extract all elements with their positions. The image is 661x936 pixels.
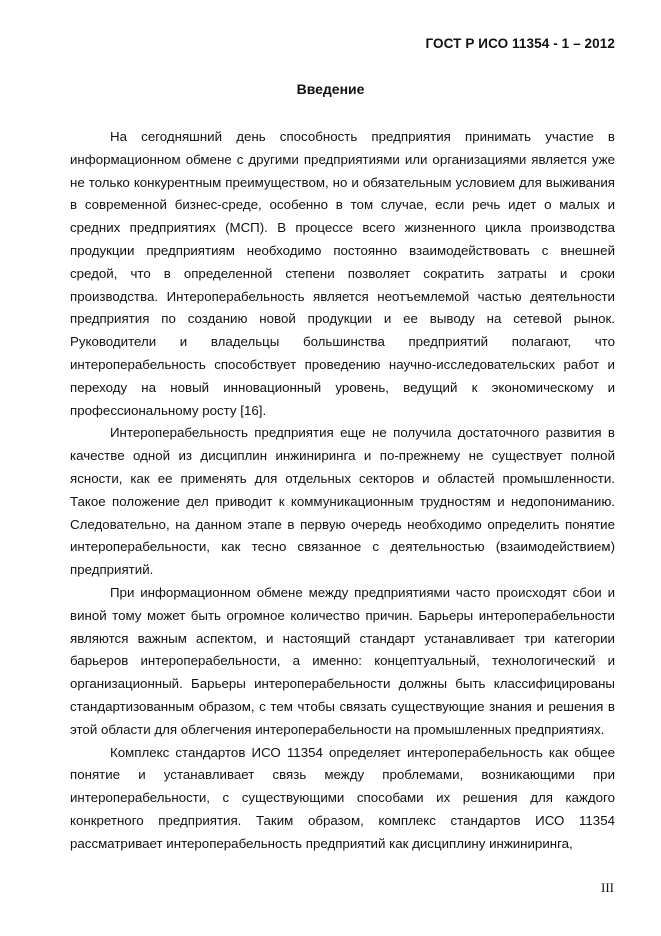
section-title: Введение: [296, 81, 365, 97]
paragraph: Интероперабельность предприятия еще не получила достаточного развития в качестве одной из дисциплин инжиниринга и по-прежнему не существует полной ясности, как ее применять для отдельных секторов и областей промышленности. Такое положение дел приводит к коммуникационным трудностям и недопониманию. Следовательно, на данном этапе в первую очередь необходимо определить понятие интероперабельности, как тесно связанное с деятельностью (взаимодействием) предприятий.: [70, 425, 615, 578]
paragraph: Комплекс стандартов ИСО 11354 определяет интероперабельность как общее понятие и устанавливает связь между проблемами, возникающими при интероперабельности, с существующими способами их решения для каждого конкретного предприятия. Таким образом, комплекс стандартов ИСО 11354 рассматривает интероперабельность предприятий как дисциплину инжиниринга,: [70, 744, 615, 851]
paragraph: На сегодняшний день способность предприятия принимать участие в информационном обмене с другими предприятиями или организациями является уже не только конкурентным преимуществом, но и обязательным условием для выживания в современной бизнес-среде, особенно в том случае, если речь идет о малых и средних предприятиях (МСП). В процессе всего жизненного цикла производства продукции предприятиям необходимо постоянно взаимодействовать с внешней средой, что в определенной степени позволяет сократить затраты и сроки производства. Интероперабельность является неотъемлемой частью деятельности предприятия по созданию новой продукции и ее выводу на сетевой рынок. Руководители и владельцы большинства предприятий полагают, что интероперабельность способствует проведению научно-исследовательских работ и переходу на новый инновационный уровень, ведущий к экономическому и профессиональному росту [16].: [70, 129, 615, 418]
page-number: III: [601, 880, 614, 895]
body-text: [70, 126, 615, 856]
paragraph: При информационном обмене между предприятиями часто происходят сбои и виной тому может быть огромное количество причин. Барьеры интероперабельности являются важным аспектом, и настоящий стандарт устанавливает три категории барьеров интероперабельности, а именно: концептуальный, технологический и организационный. Барьеры интероперабельности должны быть классифицированы стандартизованным образом, с тем чтобы связать существующие знания и решения в этой области для облегчения интероперабельности на промышленных предприятиях.: [70, 584, 615, 737]
document-code: ГОСТ Р ИСО 11354 - 1 – 2012: [425, 36, 615, 51]
